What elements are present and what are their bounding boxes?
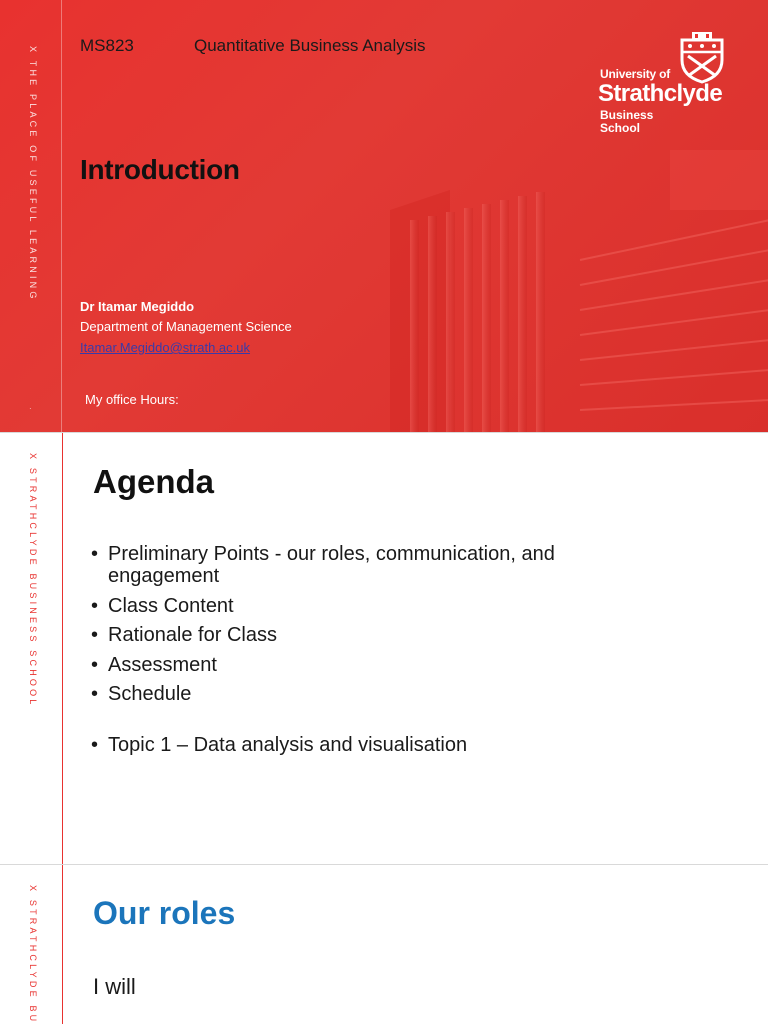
title-slide <box>0 0 768 432</box>
roles-slide <box>0 864 768 1024</box>
office-hours: My office Hours: <box>85 392 179 407</box>
slide-title: Introduction <box>80 154 240 185</box>
course-code: MS823 <box>80 36 134 55</box>
department: Department of Management Science <box>80 319 292 334</box>
body-text: I will <box>93 974 136 999</box>
lecturer-name: Dr Itamar Megiddo <box>80 299 195 314</box>
sidebar-divider <box>61 0 62 432</box>
list-item: • Assessment <box>91 654 651 676</box>
vertical-tagline: X THE PLACE OF USEFUL LEARNING <box>28 46 38 302</box>
list-item: • Preliminary Points - our roles, communication, and engagement <box>91 543 651 587</box>
course-title: Quantitative Business Analysis <box>194 36 426 55</box>
university-logo <box>598 32 738 142</box>
building-texture-background <box>330 150 768 432</box>
list-item: • Schedule <box>91 683 651 705</box>
list-item: • Class Content <box>91 595 651 617</box>
slide-title: Our roles <box>93 895 236 931</box>
vertical-tagline: X STRATHCLYDE BUSINESS SCHOOL <box>28 453 38 708</box>
vertical-mark: · <box>29 404 32 413</box>
email-link[interactable]: Itamar.Megiddo@strath.ac.uk <box>80 340 250 355</box>
agenda-list <box>91 543 651 764</box>
sidebar-divider <box>62 865 63 1024</box>
logo-university-of: University of <box>600 67 671 81</box>
logo-strathclyde: Strathclyde <box>598 80 723 107</box>
logo-school: School <box>600 121 641 135</box>
agenda-slide <box>0 432 768 864</box>
logo-business: Business <box>600 108 654 122</box>
list-item: • Rationale for Class <box>91 624 651 646</box>
list-item: • Topic 1 – Data analysis and visualisation <box>91 734 651 756</box>
sidebar-divider <box>62 433 63 864</box>
university-crest-icon <box>678 32 726 84</box>
vertical-tagline: X STRATHCLYDE BU <box>28 885 38 1024</box>
slide-title: Agenda <box>93 463 215 500</box>
